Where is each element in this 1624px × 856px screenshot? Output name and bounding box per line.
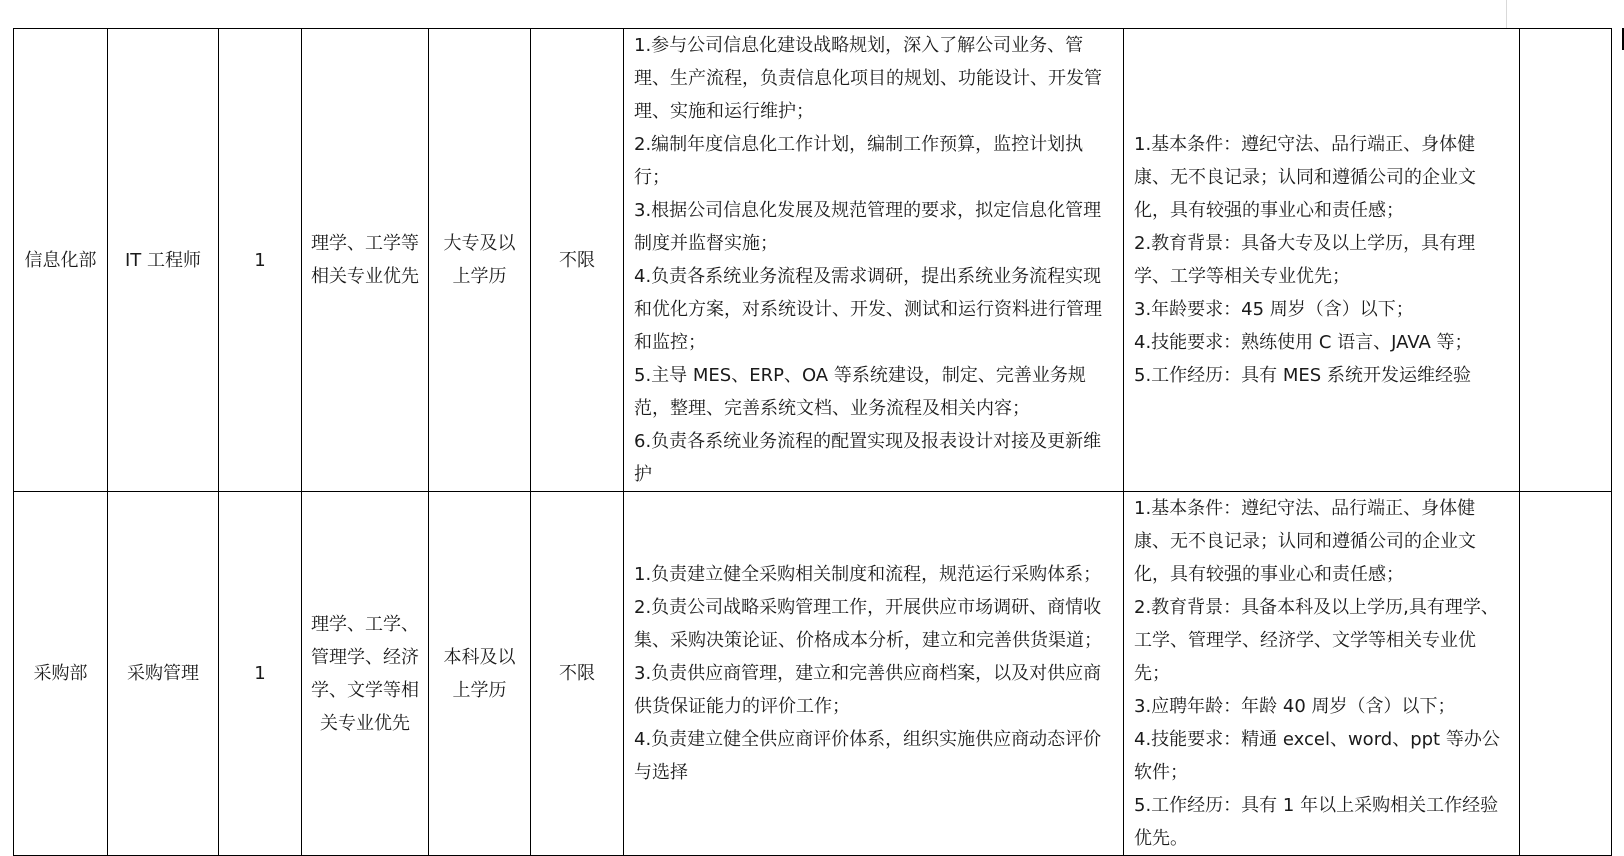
table-row [14, 29, 1612, 492]
major-cell[interactable] [302, 492, 429, 856]
duties-cell[interactable] [624, 29, 1124, 492]
gender-text: 不限 [559, 249, 595, 271]
headcount-cell[interactable] [219, 492, 302, 856]
gender-text: 不限 [559, 663, 595, 684]
major-text: 理学、工学、管理学、经济学、文学等相关专业优先 [311, 613, 419, 734]
empty-cell[interactable] [1520, 492, 1612, 856]
requirement-item: 5.工作经历：具有 1 年以上采购相关工作经验优先。 [1134, 795, 1499, 849]
education-text: 本科及以上学历 [443, 646, 516, 701]
requirement-item: 1.基本条件：遵纪守法、品行端正、身体健康、无不良记录；认同和遵循公司的企业文化，具有较强的事业心和责任感； [1134, 498, 1476, 585]
duties-cell[interactable] [624, 492, 1124, 856]
requirement-item: 4.技能要求：精通 excel、word、ppt 等办公软件； [1134, 729, 1500, 783]
headcount-cell[interactable] [219, 29, 302, 492]
department-cell[interactable] [14, 29, 108, 492]
major-text: 理学、工学等相关专业优先 [311, 233, 419, 287]
requirement-item: 3.应聘年龄：年龄 40 周岁（含）以下； [1134, 696, 1456, 717]
position-cell[interactable] [108, 492, 219, 856]
duty-item: 6.负责各系统业务流程的配置实现及报表设计对接及更新维护 [634, 431, 1102, 485]
department-text: 信息化部 [24, 249, 97, 271]
position-text: 采购管理 [127, 663, 199, 684]
requirement-item: 5.工作经历：具有 MES 系统开发运维经验 [1134, 365, 1471, 386]
duty-item: 3.根据公司信息化发展及规范管理的要求，拟定信息化管理制度并监督实施； [634, 200, 1102, 254]
gender-cell[interactable] [531, 492, 624, 856]
position-cell[interactable] [108, 29, 219, 492]
duty-item: 3.负责供应商管理，建立和完善供应商档案，以及对供应商供货保证能力的评价工作； [634, 663, 1102, 717]
requirement-item: 4.技能要求：熟练使用 C 语言、JAVA 等； [1134, 332, 1473, 353]
department-text: 采购部 [33, 663, 88, 684]
table-gridline [1506, 0, 1507, 28]
headcount-text: 1 [254, 249, 266, 271]
requirement-item: 3.年龄要求：45 周岁（含）以下； [1134, 299, 1414, 320]
duty-item: 4.负责各系统业务流程及需求调研，提出系统业务流程实现和优化方案，对系统设计、开发、测试和运行资料进行管理和监控； [634, 266, 1102, 353]
duty-item: 1.参与公司信息化建设战略规划，深入了解公司业务、管理、生产流程，负责信息化项目的规划、功能设计、开发管理、实施和运行维护； [634, 35, 1102, 122]
major-cell[interactable] [302, 29, 429, 492]
duty-item: 2.负责公司战略采购管理工作，开展供应市场调研、商情收集、采购决策论证、价格成本分析，建立和完善供货渠道； [634, 597, 1102, 651]
requirements-cell[interactable] [1124, 492, 1520, 856]
department-cell[interactable] [14, 492, 108, 856]
requirement-item: 2.教育背景：具备大专及以上学历，具有理学、工学等相关专业优先； [1134, 233, 1476, 287]
duty-item: 5.主导 MES、ERP、OA 等系统建设，制定、完善业务规范，整理、完善系统文档、业务流程及相关内容； [634, 365, 1086, 419]
duty-item: 2.编制年度信息化工作计划，编制工作预算，监控计划执行； [634, 134, 1084, 188]
requirements-cell[interactable] [1124, 29, 1520, 492]
table-row [14, 492, 1612, 856]
empty-cell[interactable] [1520, 29, 1612, 492]
requirement-item: 2.教育背景：具备本科及以上学历,具有理学、工学、管理学、经济学、文学等相关专业优先； [1134, 597, 1499, 684]
position-text: IT 工程师 [124, 249, 202, 271]
job-table [13, 28, 1612, 856]
page-top-area [0, 0, 1624, 28]
education-cell[interactable] [429, 492, 531, 856]
duty-item: 1.负责建立健全采购相关制度和流程，规范运行采购体系； [634, 564, 1102, 585]
education-cell[interactable] [429, 29, 531, 492]
requirement-item: 1.基本条件：遵纪守法、品行端正、身体健康、无不良记录；认同和遵循公司的企业文化，具有较强的事业心和责任感； [1134, 134, 1476, 221]
headcount-text: 1 [254, 663, 266, 684]
duty-item: 4.负责建立健全供应商评价体系，组织实施供应商动态评价与选择 [634, 729, 1102, 783]
education-text: 大专及以上学历 [443, 233, 516, 287]
gender-cell[interactable] [531, 29, 624, 492]
